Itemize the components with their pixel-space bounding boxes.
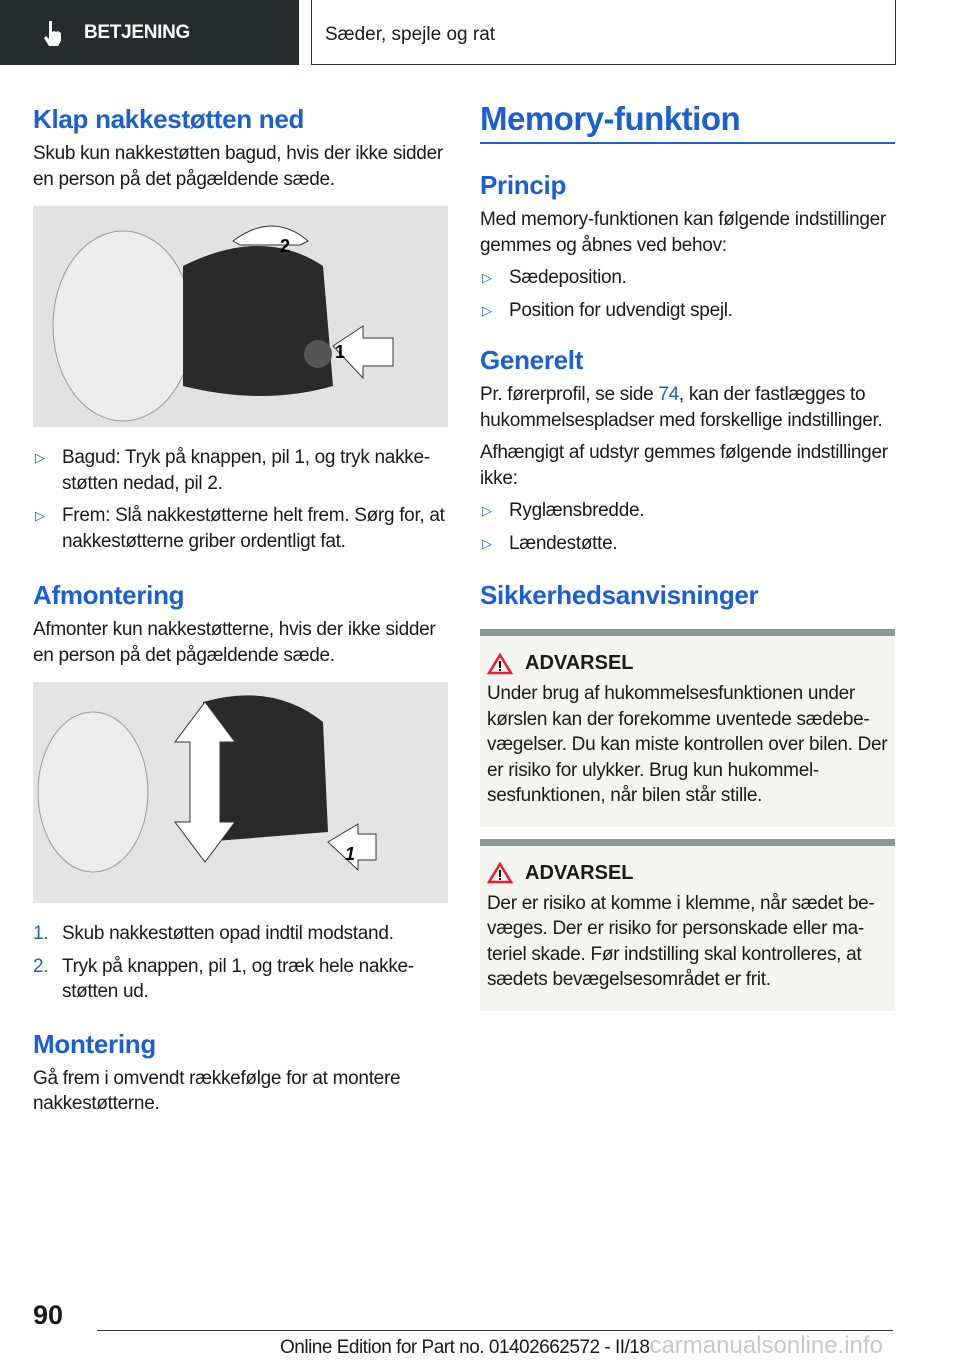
warning-box: ADVARSEL Der er risiko at komme i klemme, når sædet bevæges. Der er risiko for personskade eller materiel skade. Før indstilling skal kontrolleres, at sædets bevægelsesområdet er frit. xyxy=(480,839,895,1011)
page-link[interactable]: 74 xyxy=(658,384,679,405)
figure-label-2: 2 xyxy=(280,236,291,256)
heading-generelt: Generelt xyxy=(480,345,584,375)
list-item: ▷ Bagud: Tryk på knappen, pil 1, og tryk nakkestøtten nedad, pil 2. xyxy=(35,447,431,494)
afmontering-steps xyxy=(33,921,449,1005)
list-item: ▷ Ryglænsbredde. xyxy=(480,498,895,524)
page-title: Memory-funktion xyxy=(480,100,895,144)
chapter-title: Sæder, spejle og rat xyxy=(311,0,896,65)
triangle-bullet-icon: ▷ xyxy=(482,535,492,551)
figure-label-1: 1 xyxy=(335,342,346,362)
paragraph: Skub kun nakkestøtten bagud, hvis der ikke sidder en person på det pågældende sæde. xyxy=(33,143,443,190)
step-item: 2. Tryk på knappen, pil 1, og træk hele nakkestøtten ud. xyxy=(33,955,415,1002)
triangle-bullet-icon: ▷ xyxy=(482,503,492,518)
heading-sikkerhed: Sikkerhedsanvisninger xyxy=(480,580,759,610)
page-number: 90 xyxy=(33,1300,64,1330)
warning-triangle-icon xyxy=(487,862,513,884)
figure-label-1: 1 xyxy=(345,844,356,864)
klap-list xyxy=(33,445,449,554)
paragraph: Gå frem i omvendt rækkefølge for at montere nakkestøtterne. xyxy=(33,1067,401,1114)
step-item: 1. Skub nakkestøtten opad indtil modstand. xyxy=(33,923,394,944)
triangle-bullet-icon: ▷ xyxy=(35,450,45,465)
list-item: ▷ Sædeposition. xyxy=(480,265,895,291)
triangle-bullet-icon: ▷ xyxy=(482,270,492,285)
heading-afmontering: Afmontering xyxy=(33,580,185,610)
watermark: carmanualsonline.info xyxy=(649,1332,883,1359)
triangle-bullet-icon: ▷ xyxy=(35,508,45,523)
warning-triangle-icon xyxy=(487,653,513,675)
section-tab xyxy=(0,0,299,65)
footer-divider xyxy=(97,1330,893,1331)
headrest-fold-illustration xyxy=(33,206,448,427)
generelt-list xyxy=(480,498,895,556)
list-item: ▷ Position for udvendigt spejl. xyxy=(480,298,895,324)
princip-list xyxy=(480,265,895,323)
paragraph: Afhængigt af udstyr gemmes følgende indstillinger ikke: xyxy=(480,442,888,489)
warning-box: ADVARSEL Under brug af hukommelsesfunktionen under kørslen kan der forekomme uventede sædebevægelser. Du kan miste kontrollen over bilen. Der er risiko for ulykker. Brug kun hukommelsesfunktionen, når bilen står stille. xyxy=(480,629,895,827)
triangle-bullet-icon: ▷ xyxy=(482,302,492,318)
headrest-removal-illustration xyxy=(33,682,448,903)
list-item: ▷ Lændestøtte. xyxy=(480,531,895,557)
hand-pointer-icon xyxy=(40,19,66,47)
heading-montering: Montering xyxy=(33,1028,156,1059)
heading-klap: Klap nakkestøtten ned xyxy=(33,104,305,134)
list-item: ▷ Frem: Slå nakkestøtterne helt frem. Sørg for, at nakkestøtterne griber ordentligt fat. xyxy=(35,505,445,552)
paragraph: Med memory-funktionen kan følgende indstillinger gemmes og åbnes ved behov: xyxy=(480,209,886,256)
right-column xyxy=(480,100,895,1023)
section-title: BETJENING xyxy=(84,21,191,43)
footer-edition: Online Edition for Part no. 01402662572 - II/18carmanualsonline.info xyxy=(280,1332,883,1359)
paragraph: Afmonter kun nakkestøtterne, hvis der ikke sidder en person på det pågældende sæde. xyxy=(33,619,436,666)
paragraph: Pr. førerprofil, se side 74, kan der fastlægges to hukommelsespladser med forskellige indstillinger. xyxy=(480,384,883,431)
heading-princip: Princip xyxy=(480,170,567,200)
left-column xyxy=(33,100,449,1124)
